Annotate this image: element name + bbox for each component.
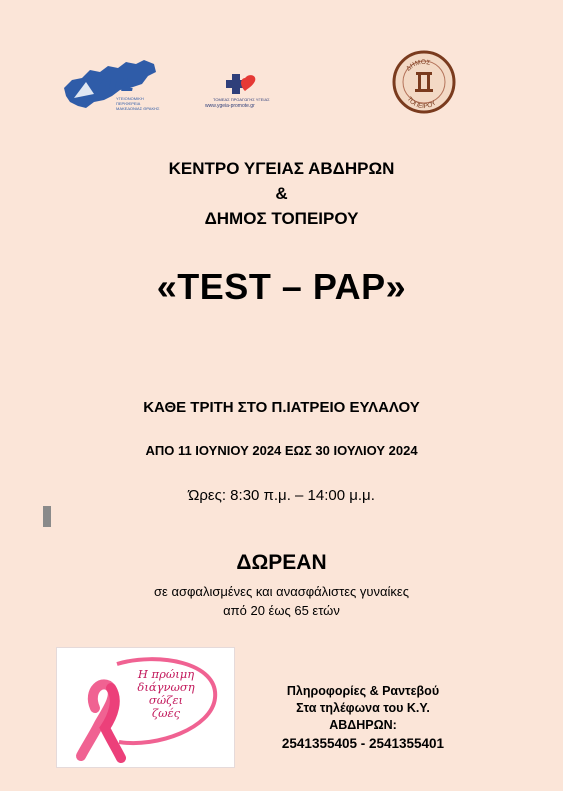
motto-line-3: σώζει <box>148 693 184 707</box>
motto-line-2: διάγνωση <box>137 680 195 694</box>
event-name: «TEST – PAP» <box>156 266 407 307</box>
seal-icon <box>392 50 456 114</box>
free-label: ΔΩΡΕΑΝ <box>236 551 327 574</box>
contact-info-heading: Πληροφορίες & Ραντεβού <box>286 684 440 698</box>
motto-line-1: Η πρώιμη <box>137 667 195 681</box>
ype-logo <box>60 58 160 112</box>
health-promotion-logo <box>205 72 280 112</box>
ype-text: ΥΠΕ <box>90 72 135 96</box>
motto-line-4: ζωές <box>151 706 181 720</box>
title-municipality: ΔΗΜΟΣ ΤΟΠΕΙΡΟΥ <box>204 209 359 228</box>
contact-phone-numbers: 2541355405 - 2541355401 <box>281 736 445 751</box>
event-hours: Ώρες: 8:30 π.μ. – 14:00 μ.μ. <box>188 487 375 504</box>
event-schedule: ΚΑΘΕ ΤΡΙΤΗ ΣΤΟ Π.ΙΑΤΡΕΙΟ ΕΥΛΑΛΟΥ <box>143 399 420 416</box>
eligibility-line-2: από 20 έως 65 ετών <box>223 603 340 618</box>
svg-text:ΤΟΠΕΙΡΟΥ: ΤΟΠΕΙΡΟΥ <box>405 95 438 111</box>
promo-url: www.ygeia-promote.gr <box>205 103 255 109</box>
awareness-ribbon-card <box>57 648 234 767</box>
contact-phones-label: Στα τηλέφωνα του Κ.Υ. <box>296 701 430 715</box>
ype-subtitle: ΥΓΕΙΟΝΟΜΙΚΗ ΠΕΡΙΦΕΡΕΙΑ ΜΑΚΕΔΟΝΙΑΣ ΘΡΑΚΗΣ <box>116 96 160 111</box>
early-diagnosis-motto <box>122 668 210 720</box>
title-health-center: ΚΕΝΤΡΟ ΥΓΕΙΑΣ ΑΒΔΗΡΩΝ <box>168 159 395 178</box>
event-dates: ΑΠΟ 11 ΙΟΥΝΙΟΥ 2024 ΕΩΣ 30 ΙΟΥΛΙΟΥ 2024 <box>145 443 418 458</box>
eligibility-line-1: σε ασφαλισμένες και ανασφάλιστες γυναίκες <box>154 584 409 599</box>
medical-cross-icon <box>205 72 280 96</box>
svg-text:ΔΗΜΟΣ: ΔΗΜΟΣ <box>405 58 431 73</box>
contact-center-name: ΑΒΔΗΡΩΝ: <box>329 718 397 732</box>
text-cursor-marker <box>43 506 51 527</box>
municipality-seal <box>392 50 456 114</box>
title-ampersand: & <box>275 184 288 203</box>
promo-subtitle: ΤΟΜΕΑΣ ΠΡΟΑΓΩΓΗΣ ΥΓΕΙΑΣ <box>213 97 270 102</box>
